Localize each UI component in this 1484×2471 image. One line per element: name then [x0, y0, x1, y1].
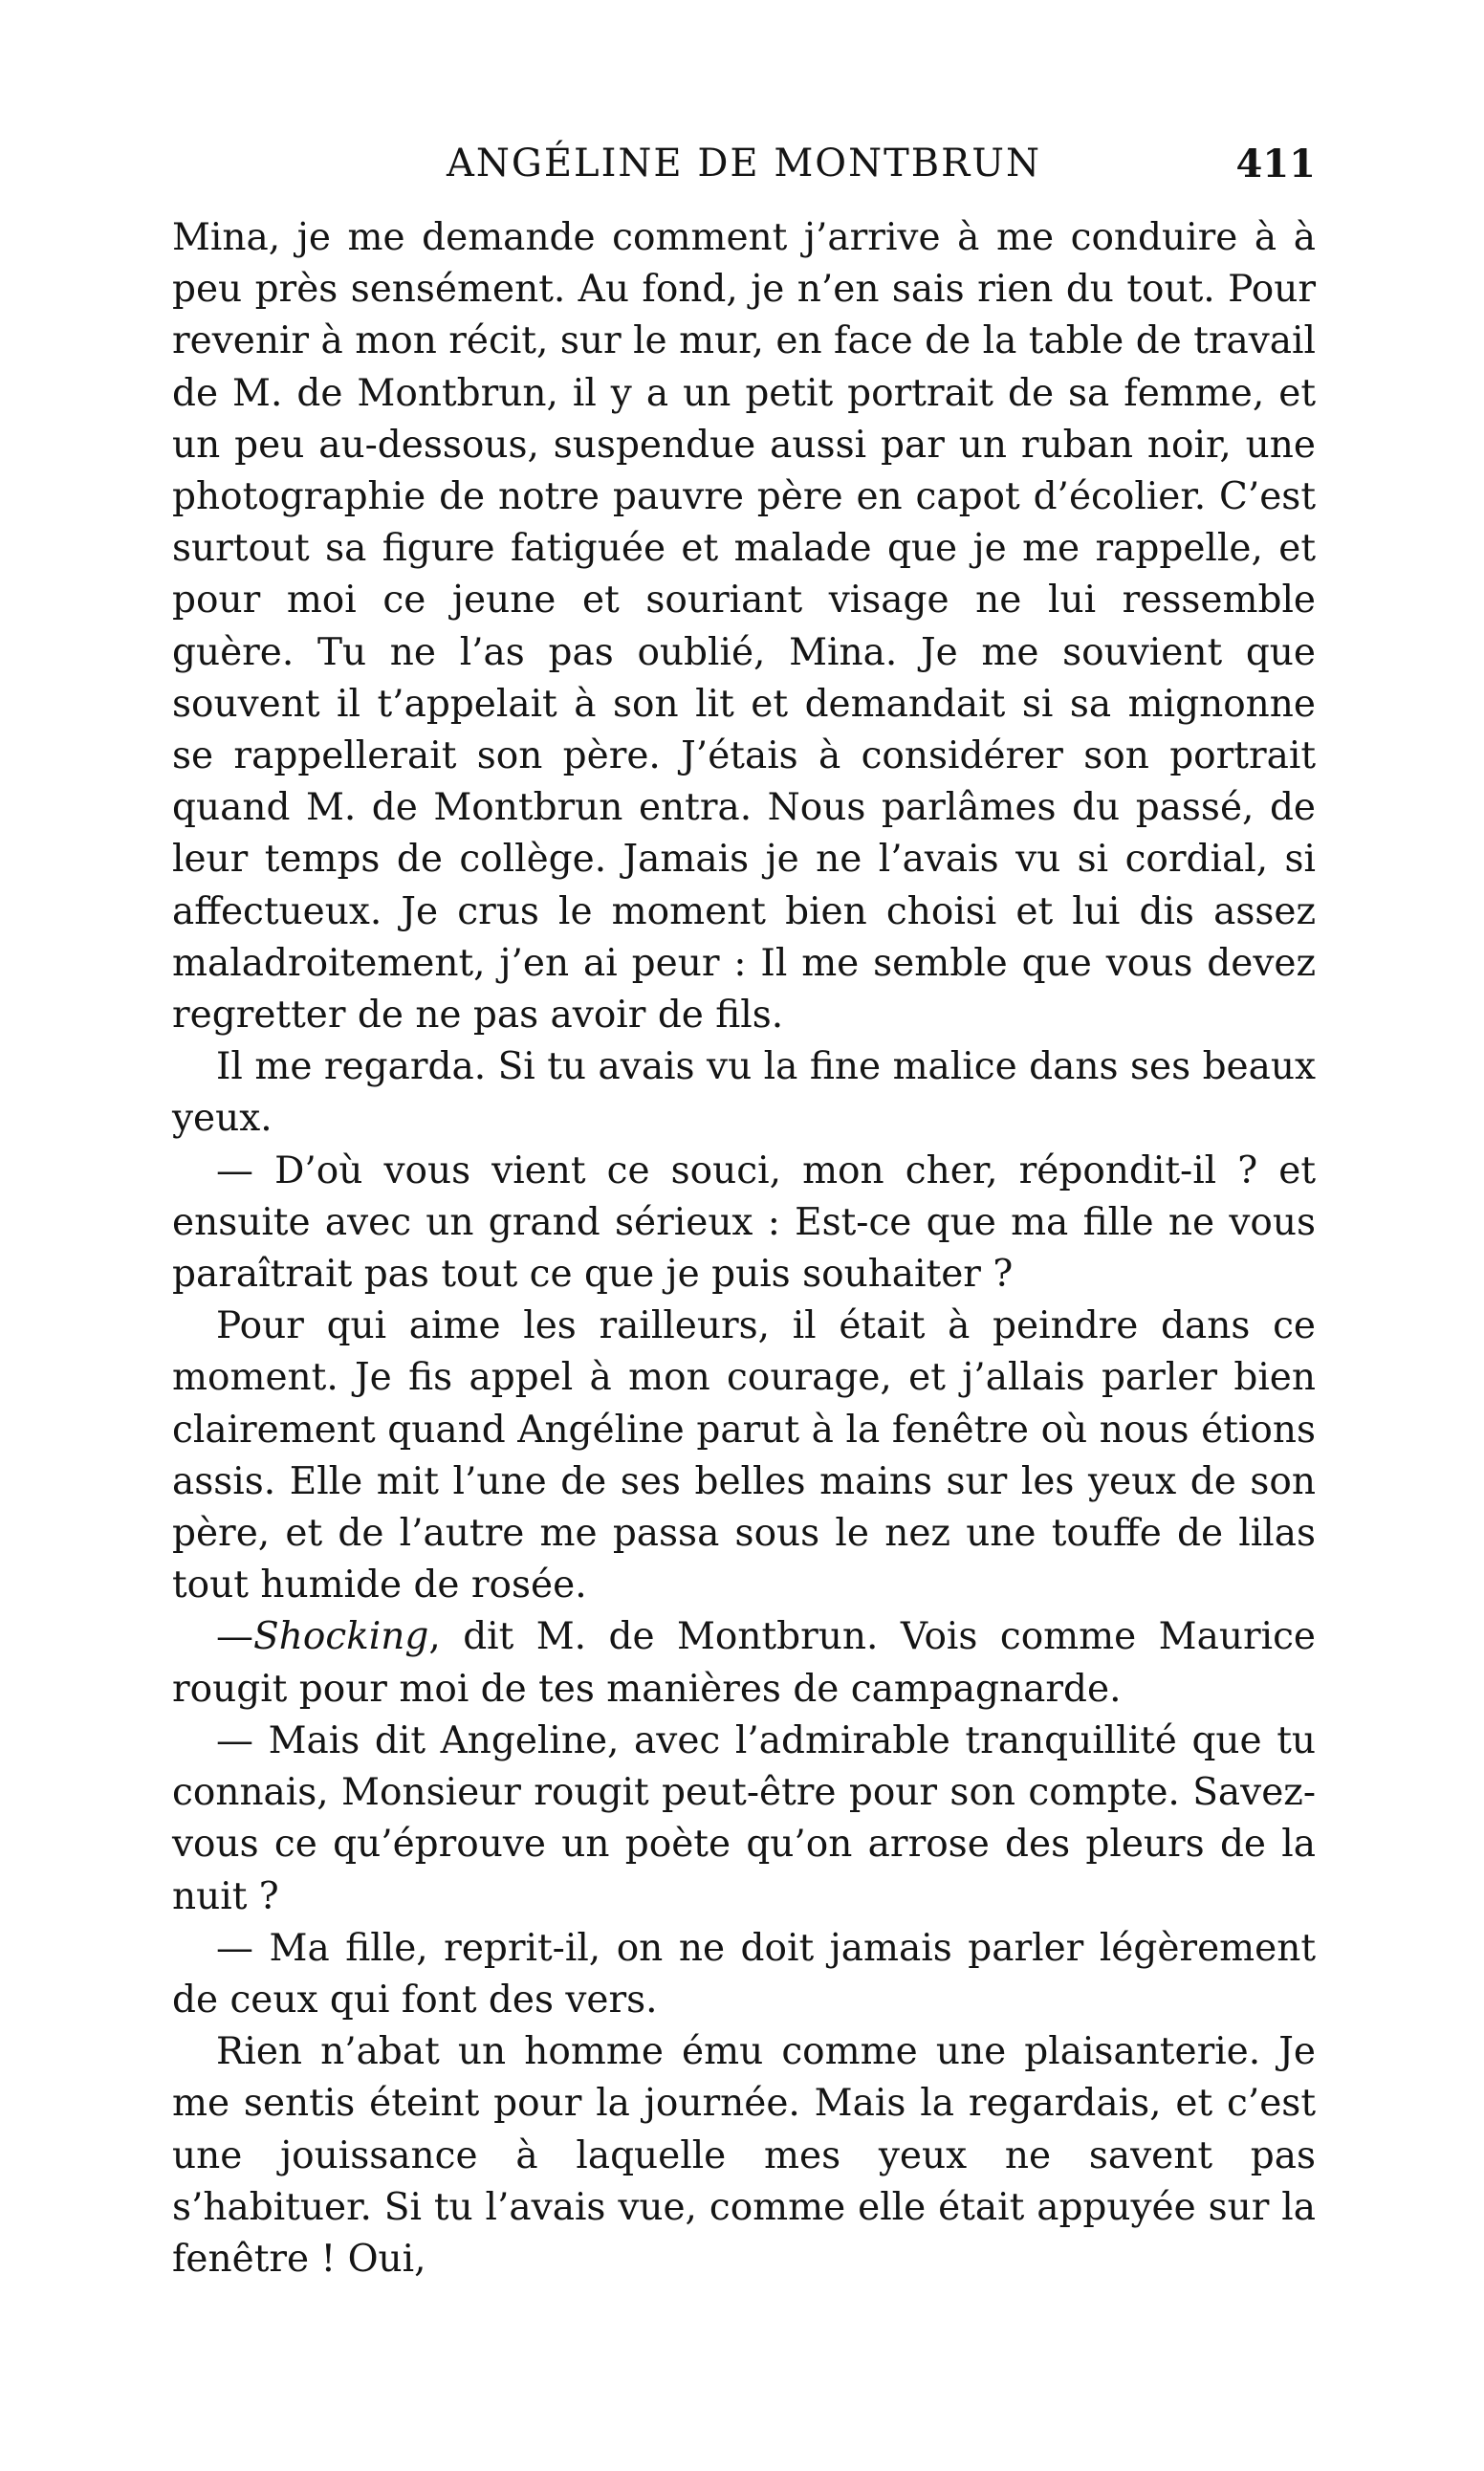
paragraph: Mina, je me demande comment j’arrive à me conduire à à peu près sensément. Au fond, je n’en sais rien du tout. Pour revenir à mon récit, sur le mur, en face de la table de travail de M. de Montbrun, il y a un petit portrait de sa femme, et un peu au-dessous, suspendue aussi par un ruban noir, une photographie de notre pauvre père en capot d’écolier. C’est surtout sa figure fatiguée et malade que je me rappelle, et pour moi ce jeune et souriant visage ne lui ressemble guère. Tu ne l’as pas oublié, Mina. Je me souvient que souvent il t’appelait à son lit et demandait si sa mignonne se rappellerait son père. J’étais à considérer son portrait quand M. de Montbrun entra. Nous parlâmes du passé, de leur temps de collège. Jamais je ne l’avais vu si cordial, si affectueux. Je crus le moment bien choisi et lui dis assez maladroitement, j’en ai peur : Il me semble que vous devez regretter de ne pas avoir de fils.	[172, 216, 1316, 1038]
paragraph	[172, 1611, 1316, 1715]
dash: —	[216, 1615, 253, 1659]
paragraph: — Ma fille, reprit-il, on ne doit jamais parler légèrement de ceux qui font des vers.	[172, 1926, 1316, 2022]
running-head	[172, 142, 1316, 199]
running-title: ANGÉLINE DE MONTBRUN	[447, 142, 1041, 186]
paragraph: — Mais dit Angeline, avec l’admirable tranquillité que tu connais, Monsieur rougit peut-être pour son compte. Savez-vous ce qu’éprouve un poète qu’on arrose des pleurs de la nuit ?	[172, 1718, 1316, 1918]
page-number: 411	[1235, 142, 1316, 186]
paragraph: — D’où vous vient ce souci, mon cher, répondit-il ? et ensuite avec un grand sérieux : Est-ce que ma fille ne vous paraîtrait pas tout ce que je puis souhaiter ?	[172, 1148, 1316, 1297]
paragraph: Pour qui aime les railleurs, il était à peindre dans ce moment. Je fis appel à mon courage, et j’allais parler bien clairement quand Angéline parut à la fenêtre où nous étions assis. Elle mit l’une de ses belles mains sur les yeux de son père, et de l’autre me passa sous le nez une touffe de lilas tout humide de rosée.	[172, 1304, 1316, 1607]
paragraph: Il me regarda. Si tu avais vu la fine malice dans ses beaux yeux.	[172, 1045, 1316, 1141]
body-text	[172, 212, 1316, 2285]
emphasized-word: Shocking	[253, 1615, 429, 1659]
paragraph: Rien n’abat un homme ému comme une plaisanterie. Je me sentis éteint pour la journée. Mais la regardais, et c’est une jouissance à laquelle mes yeux ne savent pas s’habituer. Si tu l’avais vue, comme elle était appuyée sur la fenêtre ! Oui,	[172, 2030, 1316, 2281]
paragraph-text: , dit M. de Montbrun. Vois comme Maurice rougit pour moi de tes manières de campagnarde.	[172, 1615, 1316, 1711]
